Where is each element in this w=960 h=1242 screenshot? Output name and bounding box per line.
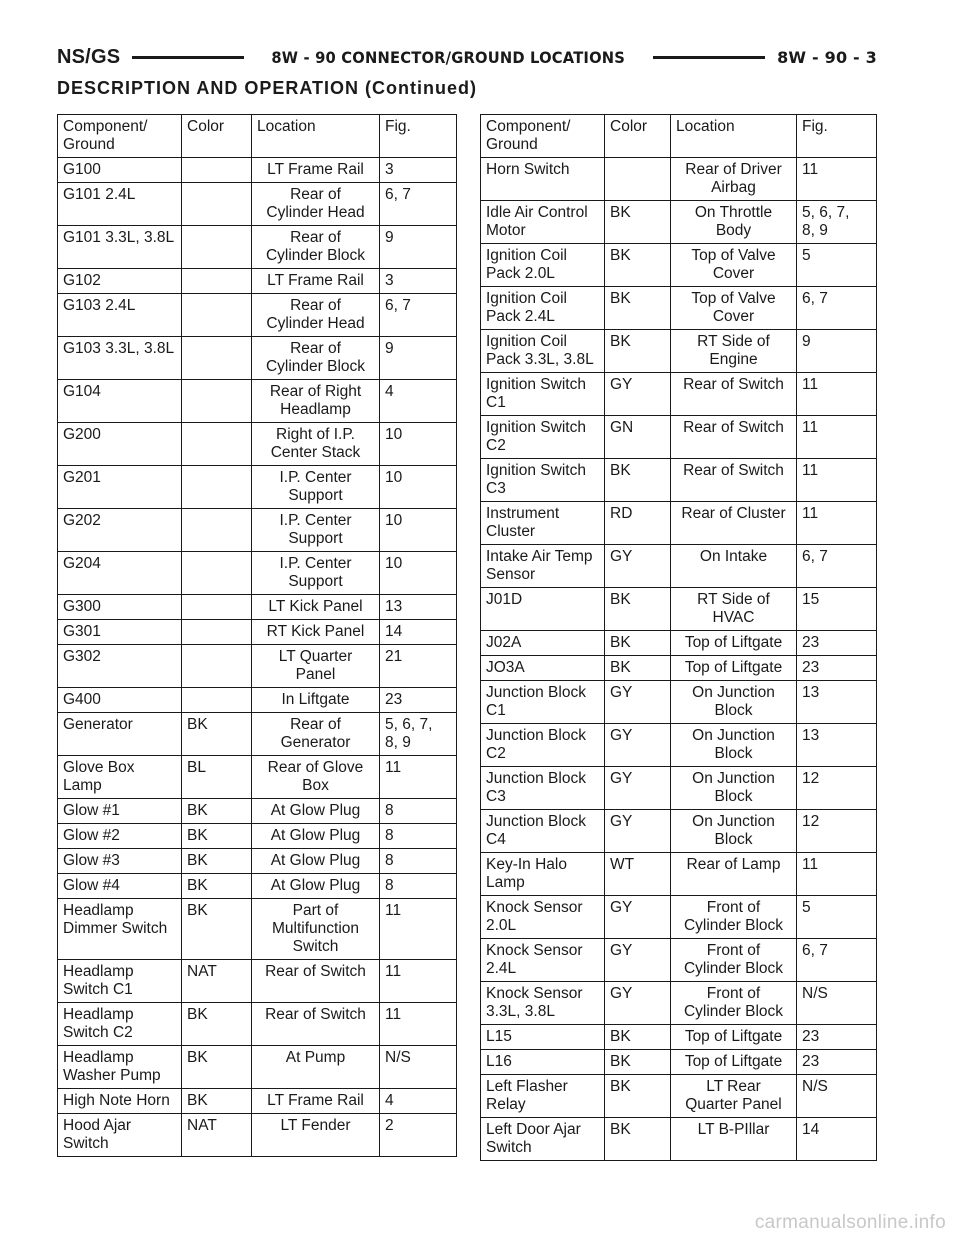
cell-fig: 10 [380, 552, 457, 595]
cell-fig: 5, 6, 7, 8, 9 [380, 713, 457, 756]
cell-component: G104 [58, 380, 182, 423]
cell-color: GN [605, 416, 671, 459]
table-row [58, 1046, 457, 1089]
table-row [58, 1114, 457, 1157]
cell-fig: 8 [380, 799, 457, 824]
cell-location: At Glow Plug [252, 824, 380, 849]
right-table-body [481, 158, 877, 1161]
header-rule-right [653, 56, 765, 59]
table-row [481, 502, 877, 545]
cell-color: GY [605, 767, 671, 810]
cell-color [182, 645, 252, 688]
table-row [58, 620, 457, 645]
cell-location: RT Side of HVAC [671, 588, 797, 631]
cell-component: Glow #3 [58, 849, 182, 874]
watermark: carmanualsonline.info [754, 1212, 946, 1233]
cell-location: Rear of Switch [671, 459, 797, 502]
cell-color [605, 158, 671, 201]
table-row [481, 656, 877, 681]
cell-component: Headlamp Dimmer Switch [58, 899, 182, 960]
cell-location: Front of Cylinder Block [671, 896, 797, 939]
table-row [58, 645, 457, 688]
cell-location: Rear of Switch [671, 416, 797, 459]
cell-component: Horn Switch [481, 158, 605, 201]
cell-color: BK [605, 201, 671, 244]
table-row [58, 552, 457, 595]
cell-fig: 11 [797, 416, 877, 459]
table-row [58, 899, 457, 960]
header-rule-left [132, 56, 244, 59]
table-row [481, 373, 877, 416]
cell-fig: 12 [797, 767, 877, 810]
cell-location: Rear of Generator [252, 713, 380, 756]
cell-location: Top of Valve Cover [671, 244, 797, 287]
cell-color: GY [605, 545, 671, 588]
table-header-row [58, 115, 457, 158]
cell-location: LT Frame Rail [252, 158, 380, 183]
cell-color [182, 337, 252, 380]
cell-color: WT [605, 853, 671, 896]
cell-location: LT Frame Rail [252, 1089, 380, 1114]
cell-fig: 12 [797, 810, 877, 853]
table-row [58, 756, 457, 799]
cell-color: GY [605, 982, 671, 1025]
cell-location: Front of Cylinder Block [671, 982, 797, 1025]
cell-fig: 6, 7 [380, 183, 457, 226]
cell-fig: 6, 7 [797, 287, 877, 330]
table-row [481, 1075, 877, 1118]
cell-component: Glow #2 [58, 824, 182, 849]
cell-component: Glove Box Lamp [58, 756, 182, 799]
cell-location: Rear of Switch [252, 960, 380, 1003]
table-row [58, 595, 457, 620]
cell-component: L15 [481, 1025, 605, 1050]
header-section: 8W - 90 CONNECTOR/GROUND LOCATIONS [271, 47, 626, 67]
cell-fig: 11 [797, 853, 877, 896]
cell-location: Rear of Right Headlamp [252, 380, 380, 423]
table-row [481, 982, 877, 1025]
cell-location: At Glow Plug [252, 849, 380, 874]
header-page-number: 8W - 90 - 3 [777, 47, 878, 67]
cell-fig: 13 [797, 724, 877, 767]
cell-location: On Junction Block [671, 724, 797, 767]
cell-color: BK [605, 330, 671, 373]
column-header-location: Location [252, 115, 380, 158]
table-row [481, 416, 877, 459]
cell-location: On Junction Block [671, 681, 797, 724]
cell-fig: 13 [797, 681, 877, 724]
cell-fig: 2 [380, 1114, 457, 1157]
cell-fig: 3 [380, 269, 457, 294]
cell-location: I.P. Center Support [252, 552, 380, 595]
cell-fig: 23 [797, 656, 877, 681]
cell-fig: 9 [797, 330, 877, 373]
table-row [58, 294, 457, 337]
cell-fig: N/S [380, 1046, 457, 1089]
cell-fig: 10 [380, 466, 457, 509]
cell-component: Ignition Coil Pack 2.0L [481, 244, 605, 287]
table-row [481, 545, 877, 588]
cell-fig: N/S [797, 1075, 877, 1118]
cell-fig: 15 [797, 588, 877, 631]
cell-fig: 9 [380, 337, 457, 380]
cell-component: G100 [58, 158, 182, 183]
cell-component: Intake Air Temp Sensor [481, 545, 605, 588]
cell-color [182, 466, 252, 509]
cell-component: J02A [481, 631, 605, 656]
cell-component: Generator [58, 713, 182, 756]
table-row [58, 423, 457, 466]
table-row [58, 688, 457, 713]
cell-location: Top of Liftgate [671, 656, 797, 681]
cell-color: GY [605, 896, 671, 939]
cell-location: Rear of Cylinder Head [252, 294, 380, 337]
cell-color: BK [182, 1089, 252, 1114]
cell-component: L16 [481, 1050, 605, 1075]
cell-location: On Intake [671, 545, 797, 588]
cell-location: Rear of Lamp [671, 853, 797, 896]
section-title: DESCRIPTION AND OPERATION (Continued) [57, 78, 477, 98]
cell-fig: 23 [797, 1050, 877, 1075]
cell-location: Rear of Switch [671, 373, 797, 416]
cell-color: BK [605, 244, 671, 287]
cell-location: At Glow Plug [252, 874, 380, 899]
cell-component: JO3A [481, 656, 605, 681]
table-row [481, 810, 877, 853]
cell-fig: 9 [380, 226, 457, 269]
cell-color: BK [182, 799, 252, 824]
column-header-component: Component/ Ground [481, 115, 605, 158]
cell-color: GY [605, 724, 671, 767]
cell-location: LT Quarter Panel [252, 645, 380, 688]
cell-location: Rear of Driver Airbag [671, 158, 797, 201]
cell-component: Headlamp Switch C1 [58, 960, 182, 1003]
cell-color: BK [605, 459, 671, 502]
cell-color [182, 552, 252, 595]
cell-component: Instrument Cluster [481, 502, 605, 545]
cell-component: G102 [58, 269, 182, 294]
cell-component: G101 3.3L, 3.8L [58, 226, 182, 269]
table-row [58, 824, 457, 849]
cell-fig: 23 [797, 631, 877, 656]
cell-location: Rear of Switch [252, 1003, 380, 1046]
table-row [481, 896, 877, 939]
cell-component: Glow #1 [58, 799, 182, 824]
table-row [58, 269, 457, 294]
cell-color: BL [182, 756, 252, 799]
cell-fig: 5, 6, 7, 8, 9 [797, 201, 877, 244]
cell-component: Junction Block C1 [481, 681, 605, 724]
cell-component: G300 [58, 595, 182, 620]
table-row [58, 849, 457, 874]
table-row [481, 1050, 877, 1075]
cell-color: BK [182, 874, 252, 899]
cell-location: Top of Valve Cover [671, 287, 797, 330]
table-row [58, 226, 457, 269]
cell-fig: 10 [380, 423, 457, 466]
table-row [481, 459, 877, 502]
table-row [58, 713, 457, 756]
cell-fig: 11 [797, 373, 877, 416]
cell-location: At Glow Plug [252, 799, 380, 824]
table-row [58, 466, 457, 509]
cell-color: BK [605, 287, 671, 330]
cell-component: G400 [58, 688, 182, 713]
cell-fig: 8 [380, 824, 457, 849]
cell-color: BK [182, 713, 252, 756]
table-row [481, 588, 877, 631]
cell-location: Right of I.P. Center Stack [252, 423, 380, 466]
cell-component: G103 3.3L, 3.8L [58, 337, 182, 380]
cell-fig: 4 [380, 1089, 457, 1114]
column-header-fig: Fig. [380, 115, 457, 158]
table-row [481, 287, 877, 330]
cell-component: Ignition Switch C2 [481, 416, 605, 459]
table-row [481, 939, 877, 982]
cell-location: Top of Liftgate [671, 1025, 797, 1050]
column-header-component: Component/ Ground [58, 115, 182, 158]
cell-fig: 6, 7 [797, 545, 877, 588]
cell-location: LT Fender [252, 1114, 380, 1157]
cell-component: Junction Block C2 [481, 724, 605, 767]
left-ground-table [57, 114, 457, 1157]
cell-color [182, 380, 252, 423]
cell-location: Rear of Cylinder Block [252, 226, 380, 269]
cell-component: G201 [58, 466, 182, 509]
table-row [58, 1089, 457, 1114]
cell-color: RD [605, 502, 671, 545]
cell-fig: 11 [797, 459, 877, 502]
cell-color: BK [605, 588, 671, 631]
cell-fig: 6, 7 [380, 294, 457, 337]
cell-component: Key-In Halo Lamp [481, 853, 605, 896]
cell-location: Front of Cylinder Block [671, 939, 797, 982]
column-header-color: Color [182, 115, 252, 158]
cell-fig: 14 [797, 1118, 877, 1161]
cell-component: G301 [58, 620, 182, 645]
cell-component: Left Flasher Relay [481, 1075, 605, 1118]
cell-fig: 4 [380, 380, 457, 423]
cell-component: High Note Horn [58, 1089, 182, 1114]
page-header [57, 44, 877, 70]
cell-color: BK [605, 656, 671, 681]
cell-color: BK [182, 1003, 252, 1046]
cell-component: Hood Ajar Switch [58, 1114, 182, 1157]
table-row [481, 681, 877, 724]
cell-color: BK [605, 1050, 671, 1075]
cell-color: BK [182, 1046, 252, 1089]
cell-color [182, 294, 252, 337]
cell-fig: 11 [380, 960, 457, 1003]
column-header-fig: Fig. [797, 115, 877, 158]
cell-color [182, 158, 252, 183]
cell-fig: 23 [380, 688, 457, 713]
cell-location: Part of Multifunction Switch [252, 899, 380, 960]
cell-color [182, 620, 252, 645]
left-table-body [58, 158, 457, 1157]
cell-component: G200 [58, 423, 182, 466]
cell-component: Headlamp Switch C2 [58, 1003, 182, 1046]
cell-component: Knock Sensor 3.3L, 3.8L [481, 982, 605, 1025]
cell-location: At Pump [252, 1046, 380, 1089]
cell-location: Rear of Cluster [671, 502, 797, 545]
cell-component: Junction Block C4 [481, 810, 605, 853]
cell-component: Knock Sensor 2.0L [481, 896, 605, 939]
right-ground-table [480, 114, 877, 1161]
cell-location: LT Kick Panel [252, 595, 380, 620]
cell-fig: 14 [380, 620, 457, 645]
cell-component: G103 2.4L [58, 294, 182, 337]
cell-fig: 11 [380, 1003, 457, 1046]
cell-location: In Liftgate [252, 688, 380, 713]
cell-component: Headlamp Washer Pump [58, 1046, 182, 1089]
cell-color: GY [605, 939, 671, 982]
cell-color: BK [182, 824, 252, 849]
cell-component: Ignition Switch C1 [481, 373, 605, 416]
table-row [58, 799, 457, 824]
table-row [481, 201, 877, 244]
cell-location: Top of Liftgate [671, 631, 797, 656]
cell-location: LT B-PIllar [671, 1118, 797, 1161]
column-header-color: Color [605, 115, 671, 158]
cell-fig: 11 [797, 158, 877, 201]
cell-location: Rear of Cylinder Head [252, 183, 380, 226]
cell-component: Junction Block C3 [481, 767, 605, 810]
cell-fig: 11 [380, 756, 457, 799]
cell-color [182, 423, 252, 466]
cell-color: BK [182, 899, 252, 960]
cell-color [182, 269, 252, 294]
table-row [58, 874, 457, 899]
cell-fig: 3 [380, 158, 457, 183]
cell-color [182, 688, 252, 713]
table-row [58, 509, 457, 552]
table-row [481, 631, 877, 656]
table-row [58, 337, 457, 380]
cell-fig: 5 [797, 244, 877, 287]
cell-component: Ignition Switch C3 [481, 459, 605, 502]
cell-color [182, 595, 252, 620]
cell-component: Ignition Coil Pack 3.3L, 3.8L [481, 330, 605, 373]
cell-color [182, 183, 252, 226]
table-row [58, 183, 457, 226]
cell-component: J01D [481, 588, 605, 631]
cell-location: Top of Liftgate [671, 1050, 797, 1075]
table-row [58, 1003, 457, 1046]
cell-fig: N/S [797, 982, 877, 1025]
cell-fig: 8 [380, 874, 457, 899]
table-row [481, 1118, 877, 1161]
table-row [481, 1025, 877, 1050]
cell-color: BK [182, 849, 252, 874]
cell-color [182, 509, 252, 552]
cell-component: G101 2.4L [58, 183, 182, 226]
cell-location: RT Side of Engine [671, 330, 797, 373]
cell-color: BK [605, 1118, 671, 1161]
cell-fig: 8 [380, 849, 457, 874]
cell-location: On Throttle Body [671, 201, 797, 244]
cell-component: Knock Sensor 2.4L [481, 939, 605, 982]
cell-fig: 5 [797, 896, 877, 939]
cell-location: LT Rear Quarter Panel [671, 1075, 797, 1118]
cell-fig: 21 [380, 645, 457, 688]
cell-fig: 13 [380, 595, 457, 620]
table-row [58, 158, 457, 183]
cell-color: NAT [182, 1114, 252, 1157]
cell-location: On Junction Block [671, 810, 797, 853]
cell-fig: 6, 7 [797, 939, 877, 982]
table-row [481, 724, 877, 767]
cell-component: Ignition Coil Pack 2.4L [481, 287, 605, 330]
cell-location: On Junction Block [671, 767, 797, 810]
cell-color: GY [605, 681, 671, 724]
table-row [481, 158, 877, 201]
cell-color: GY [605, 810, 671, 853]
cell-component: G202 [58, 509, 182, 552]
cell-location: I.P. Center Support [252, 466, 380, 509]
cell-fig: 10 [380, 509, 457, 552]
table-row [481, 330, 877, 373]
cell-color: BK [605, 1075, 671, 1118]
cell-color: BK [605, 1025, 671, 1050]
header-model: NS/GS [57, 45, 121, 68]
cell-component: G204 [58, 552, 182, 595]
cell-location: Rear of Glove Box [252, 756, 380, 799]
table-row [481, 244, 877, 287]
cell-location: LT Frame Rail [252, 269, 380, 294]
cell-color [182, 226, 252, 269]
cell-color: NAT [182, 960, 252, 1003]
cell-fig: 23 [797, 1025, 877, 1050]
column-header-location: Location [671, 115, 797, 158]
table-row [481, 767, 877, 810]
cell-location: Rear of Cylinder Block [252, 337, 380, 380]
cell-fig: 11 [380, 899, 457, 960]
table-row [58, 380, 457, 423]
cell-fig: 11 [797, 502, 877, 545]
cell-component: Left Door Ajar Switch [481, 1118, 605, 1161]
cell-component: Idle Air Control Motor [481, 201, 605, 244]
cell-component: Glow #4 [58, 874, 182, 899]
table-row [481, 853, 877, 896]
table-row [58, 960, 457, 1003]
cell-color: GY [605, 373, 671, 416]
cell-component: G302 [58, 645, 182, 688]
cell-location: RT Kick Panel [252, 620, 380, 645]
cell-color: BK [605, 631, 671, 656]
cell-location: I.P. Center Support [252, 509, 380, 552]
table-header-row [481, 115, 877, 158]
